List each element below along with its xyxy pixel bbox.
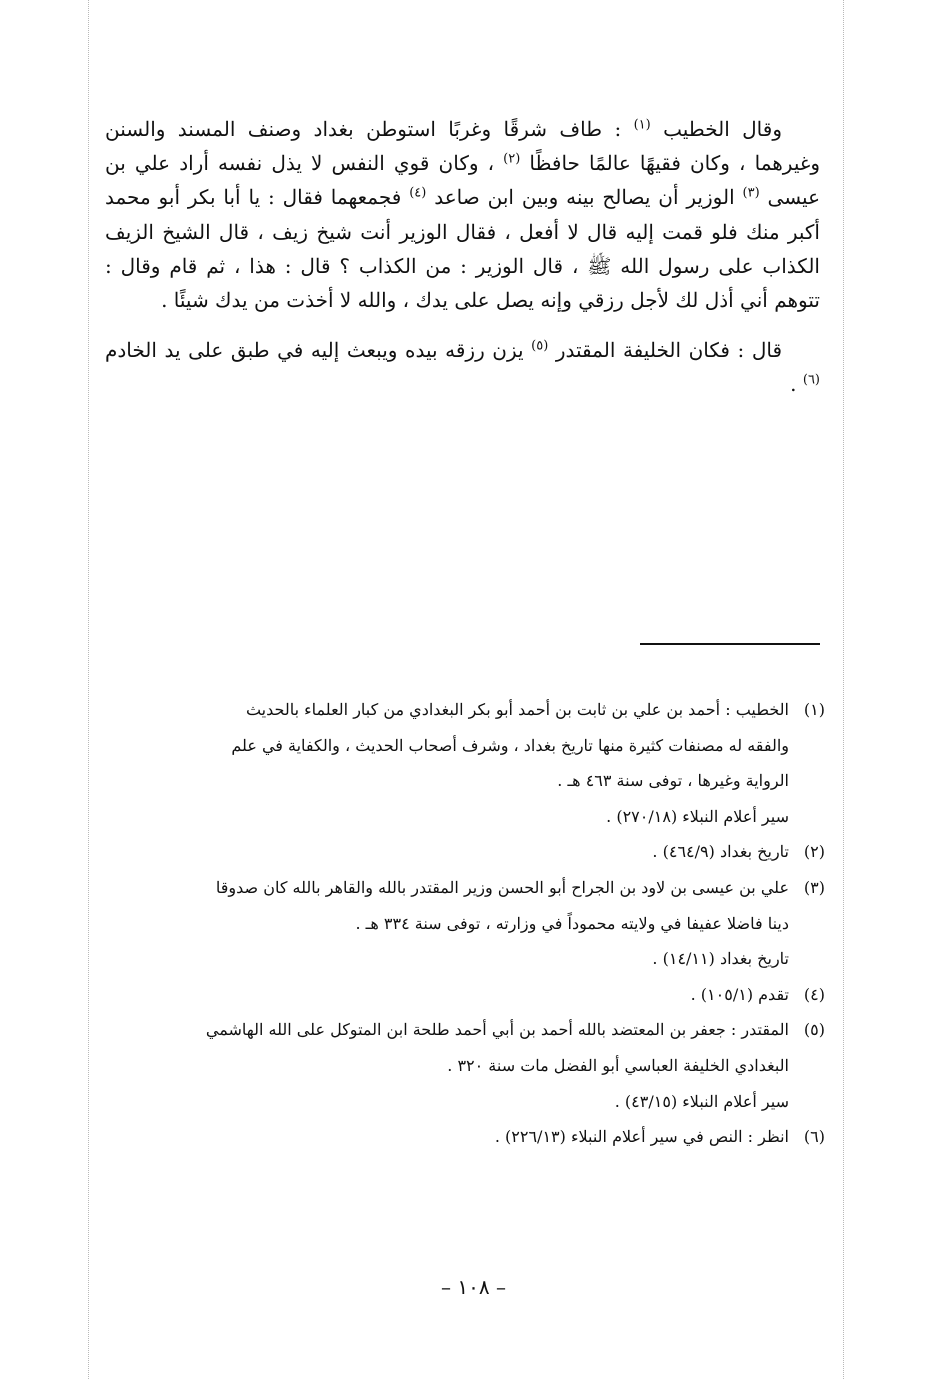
paragraph-text: وقال الخطيب bbox=[650, 117, 782, 141]
footnote-number: (٣) bbox=[803, 877, 825, 897]
footnote bbox=[105, 692, 825, 834]
footnote-reference: (٤) bbox=[409, 185, 427, 201]
footnote-reference: (٣) bbox=[742, 185, 760, 201]
footnote-reference: (٦) bbox=[802, 372, 820, 388]
footnote-line: البغدادي الخليفة العباسي أبو الفضل مات سنة ٣٢٠ . bbox=[447, 1055, 789, 1075]
main-text bbox=[105, 112, 820, 402]
footnote-line: الخطيب : أحمد بن علي بن ثابت بن أحمد أبو بكر البغدادي من كبار العلماء بالحديث bbox=[245, 700, 789, 719]
footnote-reference: (٢) bbox=[503, 151, 521, 167]
footnote bbox=[105, 870, 825, 977]
footnote-line: والفقه له مصنفات كثيرة منها تاريخ بغداد ، وشرف أصحاب الحديث ، والكفاية في علم bbox=[231, 735, 789, 755]
footnote-line: الرواية وغيرها ، توفى سنة ٤٦٣ هـ . bbox=[557, 771, 789, 791]
footnote-line: انظر : النص في سير أعلام النبلاء (٢٢٦/١٣) . bbox=[494, 1127, 789, 1147]
paragraph-text: الوزير أن يصالح بينه وبين ابن صاعد bbox=[426, 185, 743, 210]
paragraph-text: ، وكان قوي النفس لا يذل نفسه أراد علي بن عيسى bbox=[105, 151, 821, 210]
footnote-separator bbox=[640, 643, 820, 645]
footnote-body bbox=[105, 692, 789, 834]
paragraph-text: . bbox=[790, 372, 803, 397]
footnote-number: (٥) bbox=[803, 1020, 825, 1040]
footnote-line: سير أعلام النبلاء (٤٣/١٥) . bbox=[614, 1091, 789, 1111]
footnote-number: (٦) bbox=[803, 1127, 825, 1147]
footnote-line: تاريخ بغداد (٤٦٤/٩) . bbox=[652, 842, 789, 862]
footnote-number: (٢) bbox=[803, 842, 825, 862]
footnote-line: المقتدر : جعفر بن المعتضد بالله أحمد بن أبي أحمد طلحة ابن المتوكل على الله الهاشمي bbox=[205, 1020, 789, 1040]
footnote bbox=[105, 834, 825, 870]
footnote-line: علي بن عيسى بن لاود بن الجراح أبو الحسن وزير المقتدر بالله والقاهر بالله كان صدوقا bbox=[215, 877, 789, 897]
paragraph-text: قال : فكان الخليفة المقتدر bbox=[548, 338, 782, 363]
footnotes bbox=[105, 692, 825, 1155]
footnote-reference: (١) bbox=[633, 117, 651, 133]
footnote-line: تاريخ بغداد (١٤/١١) . bbox=[652, 949, 789, 969]
footnote bbox=[105, 1119, 825, 1155]
paragraph-text: يزن رزقه بيده ويبعث إليه في طبق على يد الخادم bbox=[105, 338, 532, 363]
footnote-number: (٤) bbox=[803, 984, 825, 1004]
paragraph-text: فجمعهما فقال : يا أبا بكر أبو محمد أكبر منك فلو قمت إليه قال لا أفعل ، فقال الوزير أنت شيخ زيف ، قال الشيخ الزيف الكذاب على رسول الله ﷺ ، قال الوزير : من الكذاب ؟ قال : هذا ، ثم قام وقال : تتوهم أني أذل لك لأجل رزقي وإنه يصل على يدك ، والله لا أخذت من يدك شيئًا . bbox=[105, 185, 820, 313]
footnote-number: (١) bbox=[803, 700, 825, 719]
footnote-line: سير أعلام النبلاء (٢٧٠/١٨) . bbox=[606, 806, 789, 826]
footnote bbox=[105, 1012, 825, 1119]
footnote-line: تقدم (١٠٥/١) . bbox=[690, 984, 789, 1004]
page-number: – ١٠٨ – bbox=[441, 1275, 506, 1299]
footnote-line: دينا فاضلا عفيفا في ولايته محموداً في وزارته ، توفى سنة ٣٣٤ هـ . bbox=[355, 913, 789, 933]
footnote-reference: (٥) bbox=[531, 338, 549, 354]
paragraph bbox=[105, 112, 820, 317]
footnote-body bbox=[105, 870, 789, 977]
footnote-body bbox=[105, 1119, 789, 1155]
paragraph bbox=[105, 333, 820, 401]
paragraph-text: : طاف شرقًا وغربًا استوطن بغداد وصنف المسند والسنن وغيرهما ، وكان فقيهًا عالمًا حافظًا bbox=[105, 117, 820, 176]
footnote bbox=[105, 977, 825, 1013]
footnote-body bbox=[105, 1012, 789, 1119]
footnote-body bbox=[105, 834, 789, 870]
footnote-body bbox=[105, 977, 789, 1013]
